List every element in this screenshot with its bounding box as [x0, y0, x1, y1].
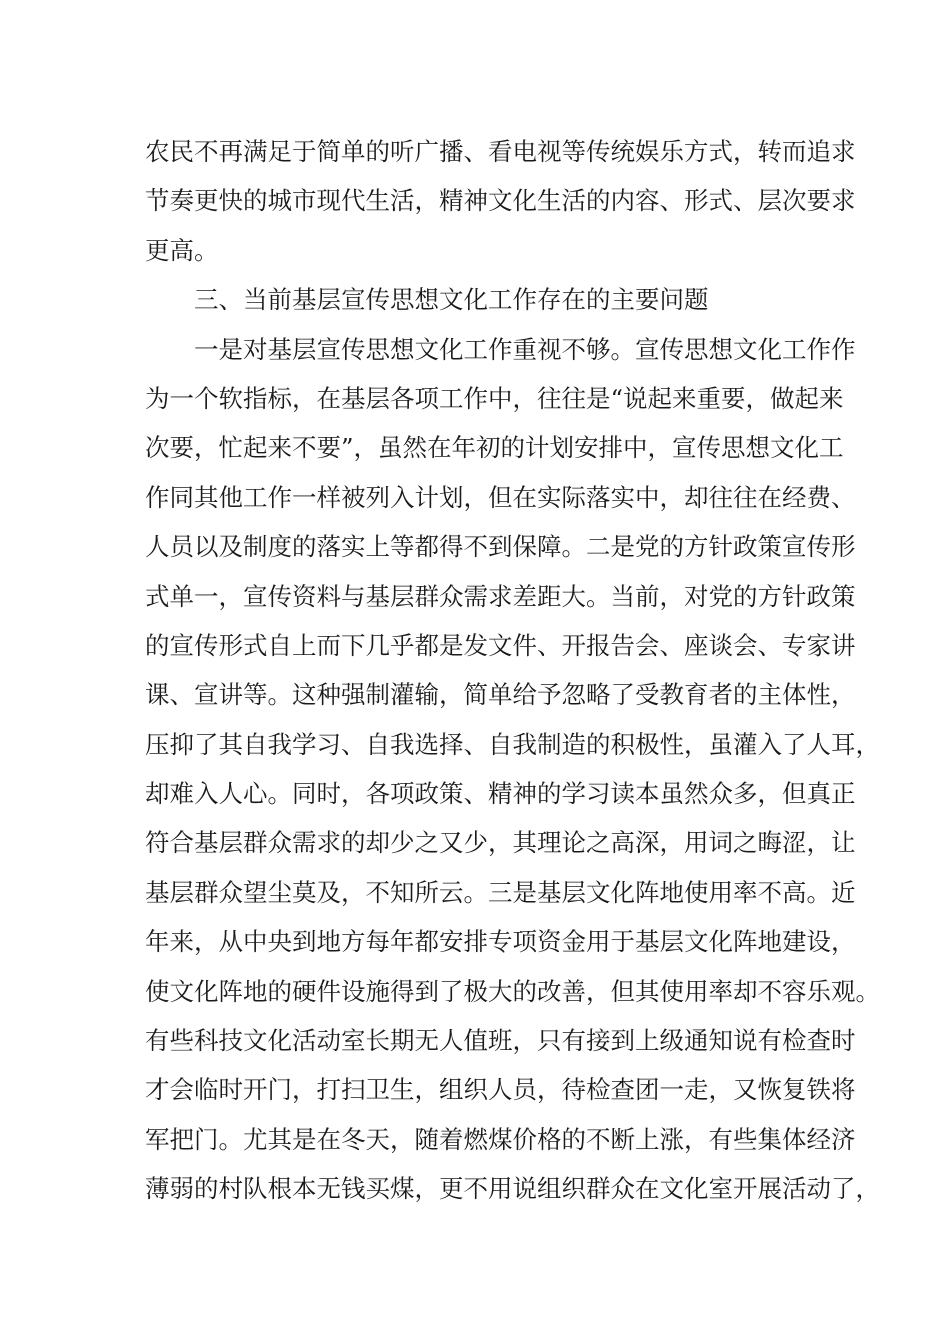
section-heading: 三、当前基层宣传思想文化工作存在的主要问题: [194, 285, 709, 315]
text-line-16: 基层群众望尘莫及，不知所云。三是基层文化阵地使用率不高。近: [145, 877, 856, 907]
text-line-7: 次要，忙起来不要”，虽然在年初的计划安排中，宣传思想文化工: [145, 433, 844, 463]
text-line-15: 符合基层群众需求的却少之又少，其理论之高深，用词之晦涩，让: [145, 828, 856, 858]
text-line-3: 更高。: [145, 235, 219, 265]
text-line-11: 的宣传形式自上而下几乎都是发文件、开报告会、座谈会、专家讲: [145, 630, 856, 660]
text-line-21: 军把门。尤其是在冬天，随着燃煤价格的不断上涨，有些集体经济: [145, 1124, 856, 1154]
text-line-6: 为一个软指标，在基层各项工作中，往往是“说起来重要，做起来: [145, 383, 844, 413]
text-line-1: 农民不再满足于简单的听广播、看电视等传统娱乐方式，转而追求: [145, 137, 856, 166]
text-line-12: 课、宣讲等。这种强制灌输，简单给予忽略了受教育者的主体性，: [145, 680, 856, 710]
text-line-18: 使文化阵地的硬件设施得到了极大的改善，但其使用率却不容乐观。: [145, 976, 880, 1006]
text-line-20: 才会临时开门，打扫卫生，组织人员，待检查团一走，又恢复铁将: [145, 1075, 856, 1105]
text-line-14: 却难入人心。同时，各项政策、精神的学习读本虽然众多，但真正: [145, 779, 856, 809]
paragraph-first-line: 一是对基层宣传思想文化工作重视不够。宣传思想文化工作作: [194, 334, 856, 364]
text-line-19: 有些科技文化活动室长期无人值班，只有接到上级通知说有检查时: [145, 1026, 856, 1056]
text-line-9: 人员以及制度的落实上等都得不到保障。二是党的方针政策宣传形: [145, 532, 856, 562]
text-line-22: 薄弱的村队根本无钱买煤，更不用说组织群众在文化室开展活动了，: [145, 1174, 880, 1204]
text-line-8: 作同其他工作一样被列入计划，但在实际落实中，却往往在经费、: [145, 482, 856, 512]
document-body: [0, 134, 950, 1221]
text-line-13: 压抑了其自我学习、自我选择、自我制造的积极性，虽灌入了人耳，: [145, 729, 880, 759]
text-line-10: 式单一，宣传资料与基层群众需求差距大。当前，对党的方针政策: [145, 581, 856, 611]
text-line-17: 年来，从中央到地方每年都安排专项资金用于基层文化阵地建设，: [145, 927, 856, 957]
text-line-2: 节奏更快的城市现代生活，精神文化生活的内容、形式、层次要求: [145, 186, 856, 216]
